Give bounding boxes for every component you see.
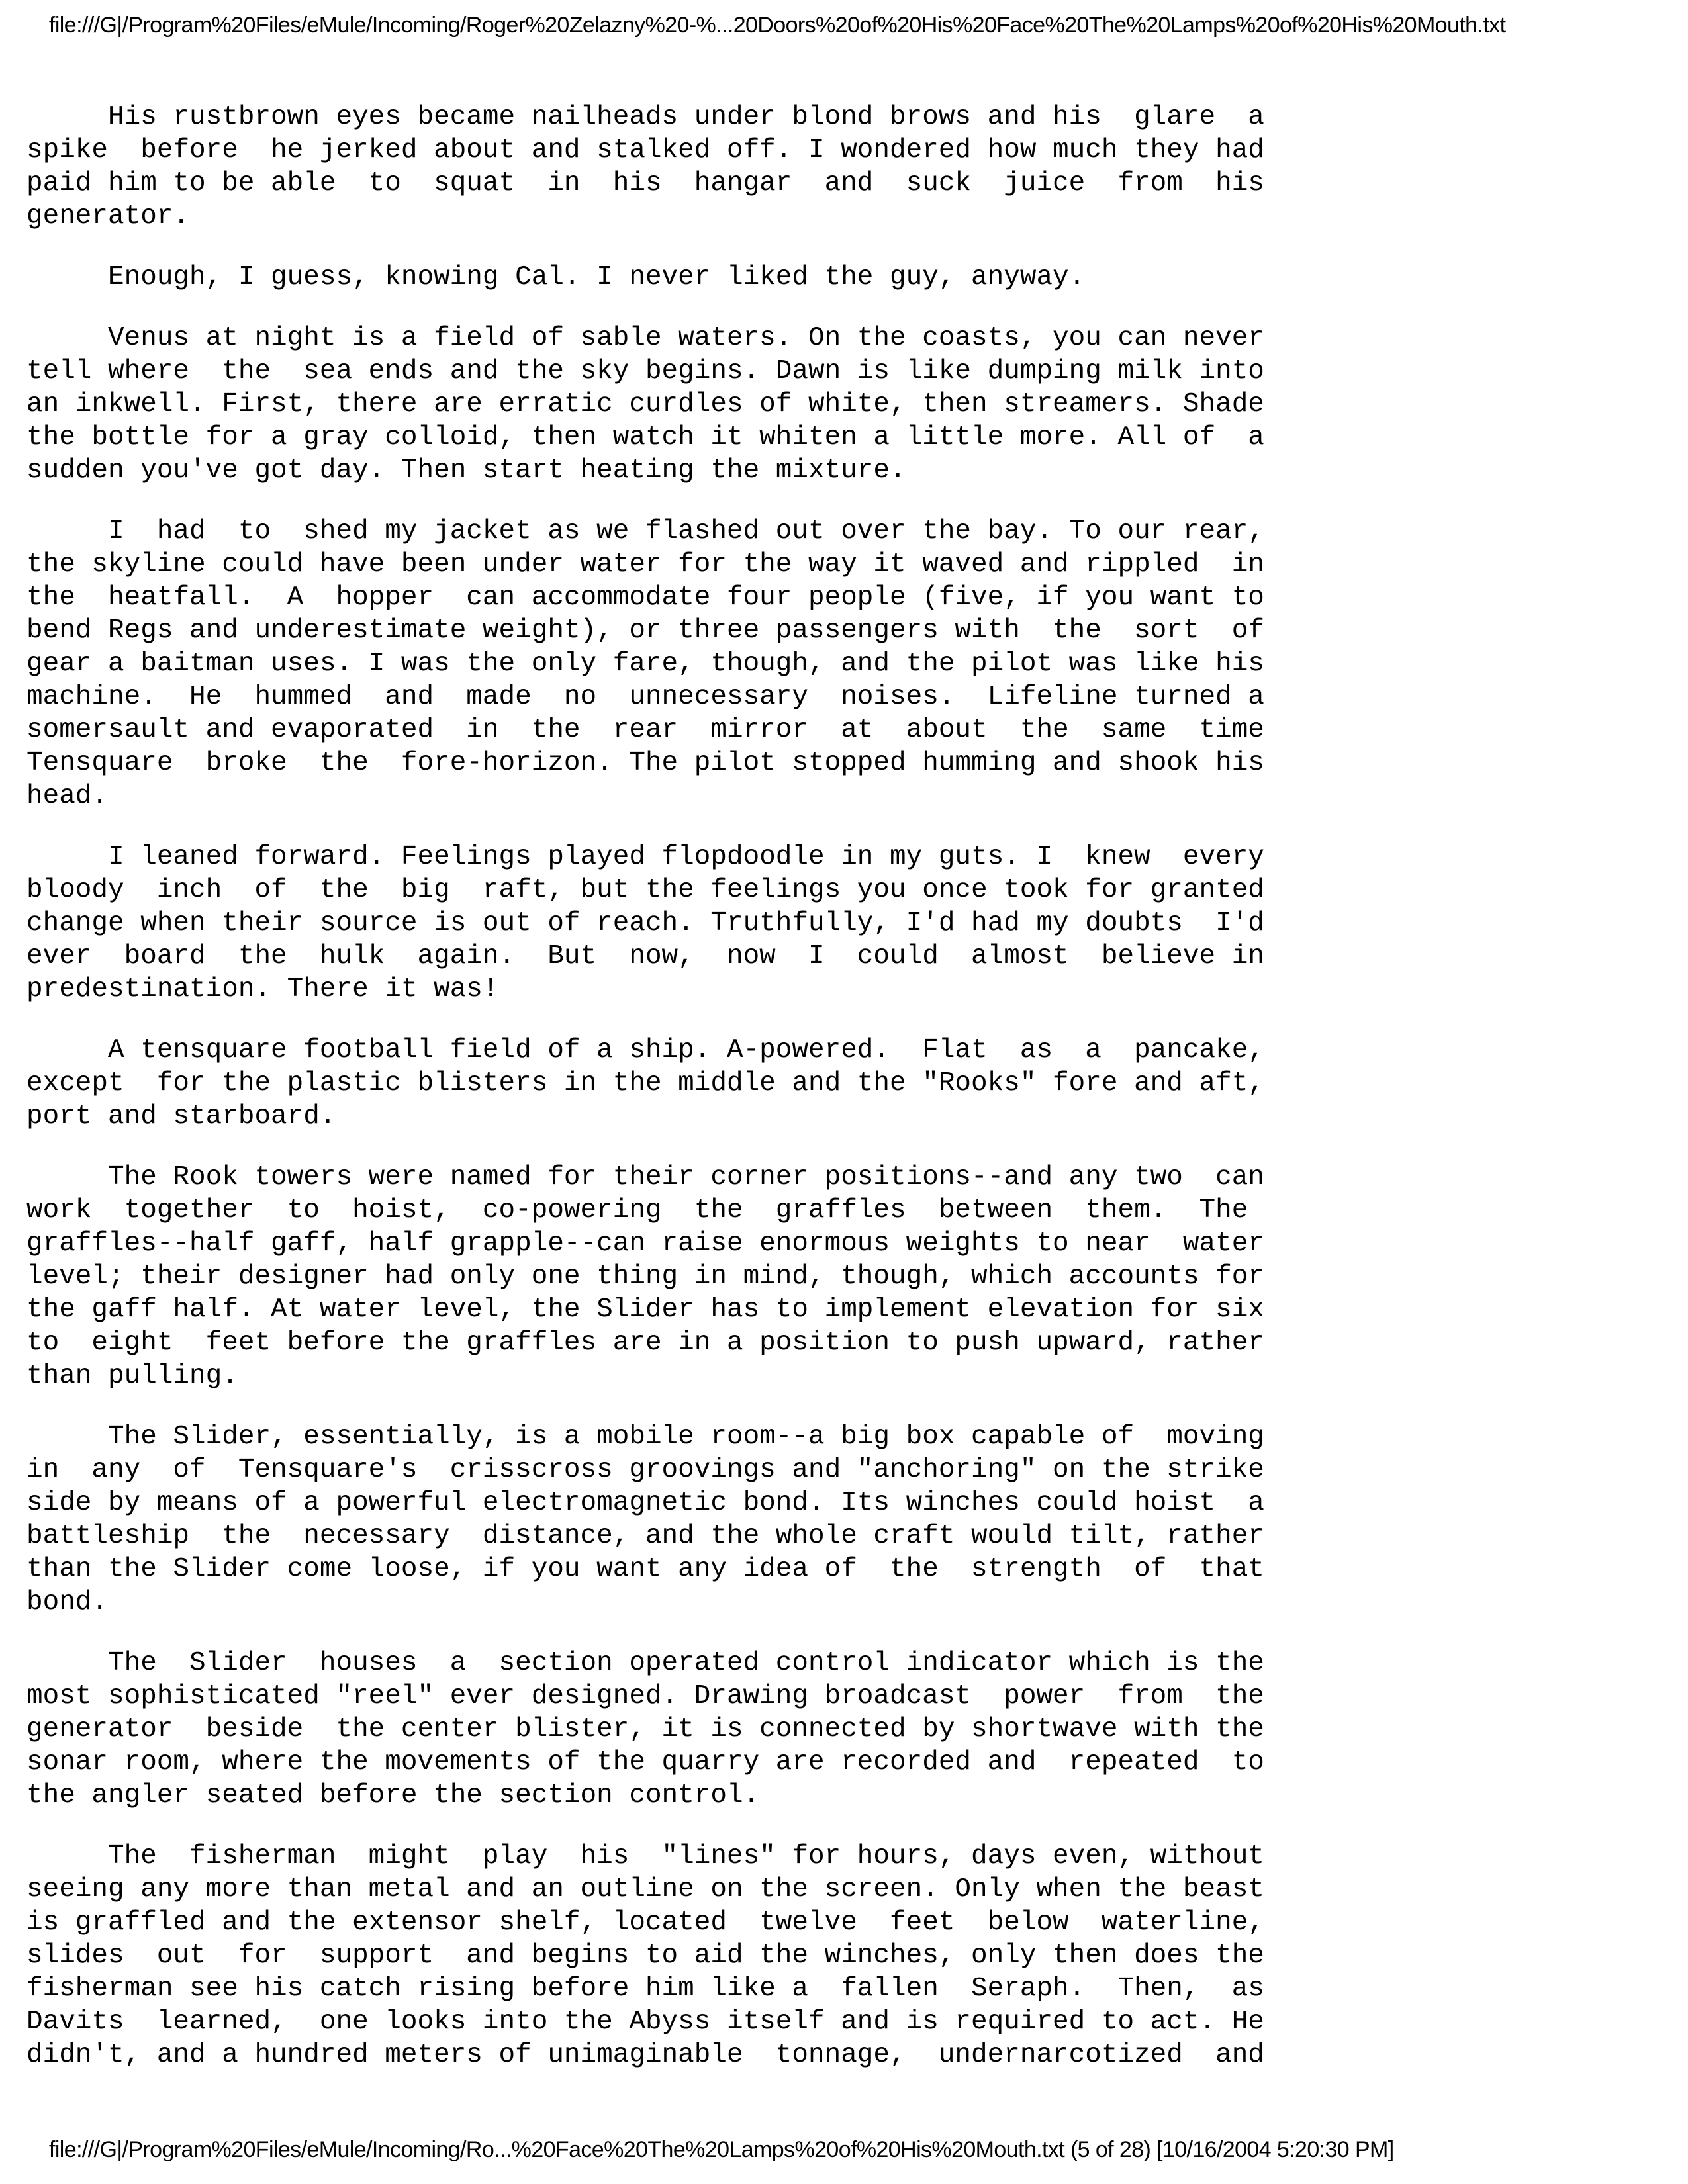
paragraph: The Slider, essentially, is a mobile room--a big box capable of moving in any of Tensquare's crisscross groovings and "anchoring" on the strike side by means of a powerful electromagnetic bond. Its winches could hoist a battleship the necessary distance, and the whole craft would tilt, rather than the Slider come loose, if you want any idea of the strength of that bond. — [26, 1422, 1264, 1617]
paragraph: The fisherman might play his "lines" for hours, days even, without seeing any more than metal and an outline on the screen. Only when the beast is graffled and the extensor shelf, located twelve feet below waterline, slides out for support and begins to aid the winches, only then does the fisherman see his catch rising before him like a fallen Seraph. Then, as Davits learned, one looks into the Abyss itself and is required to act. He didn't, and a hundred meters of unimaginable tonnage, undernarcotized and — [26, 1841, 1264, 2070]
document-body — [26, 101, 1284, 2099]
paragraph: Venus at night is a field of sable waters. On the coasts, you can never tell where the sea ends and the sky begins. Dawn is like dumping milk into an inkwell. First, there are erratic curdles of white, then streamers. Shade the bottle for a gray colloid, then watch it whiten a little more. All of a sudden you've got day. Then start heating the mixture. — [26, 323, 1264, 486]
paragraph: A tensquare football field of a ship. A-powered. Flat as a pancake, except for the plastic blisters in the middle and the "Rooks" fore and aft, port and starboard. — [26, 1035, 1264, 1132]
paragraph: The Rook towers were named for their corner positions--and any two can work together to hoist, co-powering the graffles between them. The graffles--half gaff, half grapple--can raise enormous weights to near water level; their designer had only one thing in mind, though, which accounts for the gaff half. At water level, the Slider has to implement elevation for six to eight feet before the graffles are in a position to push upward, rather than pulling. — [26, 1162, 1264, 1391]
paragraph: I leaned forward. Feelings played flopdoodle in my guts. I knew every bloody inch of the big raft, but the feelings you once took for granted change when their source is out of reach. Truthfully, I'd had my doubts I'd ever board the hulk again. But now, now I could almost believe in predestination. There it was! — [26, 842, 1264, 1005]
paragraph: Enough, I guess, knowing Cal. I never liked the guy, anyway. — [26, 262, 1086, 293]
paragraph: The Slider houses a section operated control indicator which is the most sophisticated "reel" ever designed. Drawing broadcast power from the generator beside the center blister, it is connected by shortwave with the sonar room, where the movements of the quarry are recorded and repeated to the angler seated before the section control. — [26, 1648, 1264, 1811]
paragraph: His rustbrown eyes became nailheads under blond brows and his glare a spike before he jerked about and stalked off. I wondered how much they had paid him to be able to squat in his hangar and suck juice from his generator. — [26, 102, 1264, 232]
page-footer-file-path: file:///G|/Program%20Files/eMule/Incoming/Ro...%20Face%20The%20Lamps%20of%20His%20Mouth.txt (5 of 28) [10/16/2004 5:20:30 PM] — [49, 2137, 1394, 2162]
page-header-file-path: file:///G|/Program%20Files/eMule/Incoming/Roger%20Zelazny%20-%...20Doors%20of%20His%20Face%20The%20Lamps%20of%20His%20Mouth.txt — [49, 13, 1506, 38]
paragraph: I had to shed my jacket as we flashed out over the bay. To our rear, the skyline could have been under water for the way it waved and rippled in the heatfall. A hopper can accommodate four people (five, if you want to bend Regs and underestimate weight), or three passengers with the sort of gear a baitman uses. I was the only fare, though, and the pilot was like his machine. He hummed and made no unnecessary noises. Lifeline turned a somersault and evaporated in the rear mirror at about the same time Tensquare broke the fore-horizon. The pilot stopped humming and shook his head. — [26, 516, 1264, 811]
